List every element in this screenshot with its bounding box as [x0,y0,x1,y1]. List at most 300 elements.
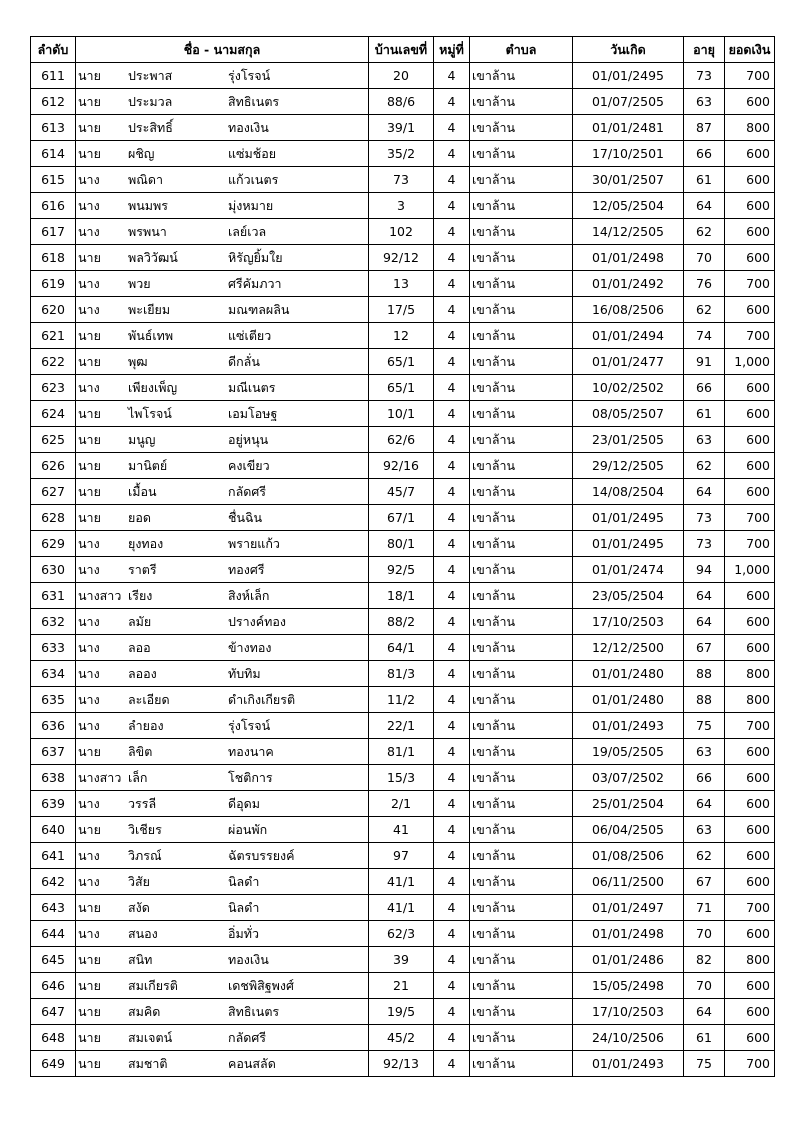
last-name: เดชพิสิฐพงศ์ [228,978,294,993]
cell-name [76,583,369,609]
cell-name [76,765,369,791]
cell-birth: 17/10/2501 [573,141,684,167]
cell-birth: 01/01/2497 [573,895,684,921]
cell-birth: 10/02/2502 [573,375,684,401]
cell-age: 63 [684,817,725,843]
cell-name [76,349,369,375]
last-name: ดำเกิงเกียรติ [228,692,296,707]
cell-age: 70 [684,245,725,271]
cell-tambon: เขาล้าน [470,635,573,661]
first-name: วรรลี [128,796,157,811]
cell-house: 39/1 [369,115,434,141]
cell-birth: 24/10/2506 [573,1025,684,1051]
last-name: นิลดำ [228,874,260,889]
cell-age: 73 [684,531,725,557]
first-name: วิเชียร [128,822,162,837]
table-row [31,661,775,687]
cell-age: 64 [684,999,725,1025]
cell-birth: 03/07/2502 [573,765,684,791]
cell-house: 10/1 [369,401,434,427]
first-name: สงัด [128,900,150,915]
cell-tambon: เขาล้าน [470,713,573,739]
cell-tambon: เขาล้าน [470,453,573,479]
cell-age: 63 [684,739,725,765]
cell-moo: 4 [434,661,470,687]
cell-amount: 800 [725,687,775,713]
cell-birth: 01/01/2480 [573,687,684,713]
cell-birth: 29/12/2505 [573,453,684,479]
cell-moo: 4 [434,1051,470,1077]
name-title: นาย [78,900,101,915]
cell-birth: 17/10/2503 [573,999,684,1025]
cell-no: 619 [31,271,76,297]
cell-age: 74 [684,323,725,349]
name-title: นาง [78,198,100,213]
last-name: ทับทิม [228,666,261,681]
cell-age: 62 [684,453,725,479]
cell-tambon: เขาล้าน [470,739,573,765]
cell-tambon: เขาล้าน [470,63,573,89]
cell-tambon: เขาล้าน [470,973,573,999]
table-row [31,323,775,349]
cell-birth: 01/08/2506 [573,843,684,869]
cell-name [76,999,369,1025]
cell-age: 76 [684,271,725,297]
cell-age: 64 [684,193,725,219]
last-name: ผ่อนพัก [228,822,268,837]
first-name: ประสิทธิ์ [128,120,173,135]
cell-amount: 600 [725,453,775,479]
cell-moo: 4 [434,245,470,271]
name-title: นาย [78,250,101,265]
cell-name [76,375,369,401]
cell-no: 623 [31,375,76,401]
cell-amount: 600 [725,583,775,609]
cell-no: 645 [31,947,76,973]
cell-house: 64/1 [369,635,434,661]
first-name: ลออ [128,640,151,655]
table-row [31,791,775,817]
last-name: หิรัญยิ้มใย [228,250,283,265]
cell-tambon: เขาล้าน [470,141,573,167]
cell-house: 39 [369,947,434,973]
cell-amount: 600 [725,401,775,427]
first-name: ยอด [128,510,151,525]
name-title: นาง [78,536,100,551]
cell-birth: 01/01/2486 [573,947,684,973]
first-name: พลวิวัฒน์ [128,250,178,265]
cell-amount: 600 [725,921,775,947]
cell-amount: 600 [725,973,775,999]
last-name: เอมโอษฐ [228,406,278,421]
cell-name [76,115,369,141]
cell-birth: 01/01/2474 [573,557,684,583]
name-title: นาย [78,744,101,759]
name-title: นาง [78,718,100,733]
last-name: ศรีคัมภวา [228,276,282,291]
cell-birth: 23/05/2504 [573,583,684,609]
cell-amount: 600 [725,739,775,765]
table-row [31,609,775,635]
cell-moo: 4 [434,115,470,141]
cell-tambon: เขาล้าน [470,115,573,141]
cell-birth: 15/05/2498 [573,973,684,999]
cell-moo: 4 [434,479,470,505]
first-name: ลมัย [128,614,152,629]
cell-no: 628 [31,505,76,531]
cell-birth: 17/10/2503 [573,609,684,635]
cell-house: 12 [369,323,434,349]
name-title: นาย [78,458,101,473]
cell-name [76,947,369,973]
cell-moo: 4 [434,63,470,89]
cell-no: 618 [31,245,76,271]
cell-amount: 1,000 [725,349,775,375]
cell-amount: 700 [725,505,775,531]
header-moo: หมู่ที่ [434,37,470,63]
name-title: นาย [78,510,101,525]
cell-birth: 01/01/2481 [573,115,684,141]
name-title: นาย [78,1004,101,1019]
cell-name [76,843,369,869]
cell-house: 41/1 [369,895,434,921]
header-row [31,37,775,63]
cell-birth: 01/01/2492 [573,271,684,297]
cell-no: 630 [31,557,76,583]
table-row [31,817,775,843]
cell-amount: 700 [725,531,775,557]
table-row [31,843,775,869]
cell-birth: 30/01/2507 [573,167,684,193]
cell-tambon: เขาล้าน [470,427,573,453]
table-row [31,895,775,921]
cell-tambon: เขาล้าน [470,1051,573,1077]
cell-house: 88/6 [369,89,434,115]
cell-name [76,817,369,843]
first-name: พณิดา [128,172,163,187]
cell-house: 13 [369,271,434,297]
cell-house: 35/2 [369,141,434,167]
name-title: นาง [78,276,100,291]
last-name: ข้างทอง [228,640,272,655]
cell-moo: 4 [434,349,470,375]
cell-amount: 600 [725,427,775,453]
cell-name [76,713,369,739]
cell-moo: 4 [434,531,470,557]
cell-house: 92/16 [369,453,434,479]
cell-age: 67 [684,869,725,895]
table-row [31,713,775,739]
cell-age: 63 [684,427,725,453]
cell-house: 81/3 [369,661,434,687]
cell-tambon: เขาล้าน [470,89,573,115]
cell-tambon: เขาล้าน [470,791,573,817]
name-title: นางสาว [78,588,122,603]
cell-moo: 4 [434,401,470,427]
cell-name [76,557,369,583]
cell-moo: 4 [434,609,470,635]
table-row [31,583,775,609]
cell-no: 642 [31,869,76,895]
cell-moo: 4 [434,687,470,713]
cell-age: 66 [684,375,725,401]
name-title: นางสาว [78,770,122,785]
cell-name [76,89,369,115]
last-name: มุ่งหมาย [228,198,274,213]
first-name: สมชาติ [128,1056,168,1071]
first-name: ลำยอง [128,718,164,733]
cell-amount: 600 [725,219,775,245]
cell-house: 11/2 [369,687,434,713]
cell-amount: 600 [725,635,775,661]
cell-name [76,791,369,817]
last-name: รุ่งโรจน์ [228,68,271,83]
cell-tambon: เขาล้าน [470,505,573,531]
first-name: สมเจตน์ [128,1030,173,1045]
cell-no: 641 [31,843,76,869]
cell-house: 2/1 [369,791,434,817]
table-row [31,739,775,765]
cell-birth: 19/05/2505 [573,739,684,765]
cell-age: 63 [684,89,725,115]
cell-age: 61 [684,401,725,427]
cell-house: 92/13 [369,1051,434,1077]
cell-amount: 600 [725,193,775,219]
name-title: นาง [78,874,100,889]
cell-tambon: เขาล้าน [470,193,573,219]
cell-moo: 4 [434,375,470,401]
cell-name [76,453,369,479]
first-name: พะเยียม [128,302,171,317]
cell-amount: 600 [725,1025,775,1051]
table-row [31,349,775,375]
cell-moo: 4 [434,427,470,453]
cell-name [76,219,369,245]
cell-no: 647 [31,999,76,1025]
cell-no: 626 [31,453,76,479]
last-name: พรายแก้ว [228,536,280,551]
name-title: นาง [78,796,100,811]
table-row [31,271,775,297]
cell-birth: 01/01/2480 [573,661,684,687]
cell-birth: 01/01/2495 [573,531,684,557]
header-birth: วันเกิด [573,37,684,63]
cell-age: 67 [684,635,725,661]
name-title: นาย [78,328,101,343]
cell-moo: 4 [434,817,470,843]
last-name: สิทธิเนตร [228,1004,280,1019]
cell-no: 643 [31,895,76,921]
first-name: มนูญ [128,432,156,447]
cell-age: 62 [684,843,725,869]
table-row [31,635,775,661]
cell-age: 62 [684,219,725,245]
cell-moo: 4 [434,635,470,661]
cell-birth: 12/12/2500 [573,635,684,661]
cell-amount: 600 [725,245,775,271]
cell-amount: 600 [725,765,775,791]
cell-tambon: เขาล้าน [470,271,573,297]
cell-name [76,323,369,349]
first-name: สนอง [128,926,158,941]
cell-birth: 01/01/2498 [573,245,684,271]
cell-house: 19/5 [369,999,434,1025]
cell-no: 634 [31,661,76,687]
table-row [31,141,775,167]
cell-age: 61 [684,167,725,193]
last-name: อยู่หนุน [228,432,269,447]
cell-amount: 600 [725,869,775,895]
cell-amount: 800 [725,661,775,687]
cell-no: 632 [31,609,76,635]
cell-age: 70 [684,973,725,999]
table-row [31,999,775,1025]
first-name: สนิท [128,952,153,967]
cell-name [76,245,369,271]
name-title: นาย [78,822,101,837]
cell-amount: 700 [725,271,775,297]
cell-tambon: เขาล้าน [470,297,573,323]
cell-no: 614 [31,141,76,167]
cell-house: 21 [369,973,434,999]
first-name: วิภรณ์ [128,848,162,863]
cell-age: 66 [684,765,725,791]
cell-moo: 4 [434,297,470,323]
name-title: นาง [78,172,100,187]
name-title: นาง [78,666,100,681]
first-name: พวย [128,276,151,291]
cell-no: 635 [31,687,76,713]
cell-name [76,1051,369,1077]
table-row [31,973,775,999]
cell-name [76,193,369,219]
table-row [31,401,775,427]
name-title: นาง [78,692,100,707]
cell-tambon: เขาล้าน [470,687,573,713]
name-title: นาง [78,926,100,941]
first-name: ไพโรจน์ [128,406,172,421]
table-row [31,89,775,115]
cell-age: 73 [684,505,725,531]
cell-amount: 700 [725,713,775,739]
cell-tambon: เขาล้าน [470,531,573,557]
cell-moo: 4 [434,323,470,349]
cell-moo: 4 [434,583,470,609]
cell-tambon: เขาล้าน [470,661,573,687]
cell-tambon: เขาล้าน [470,765,573,791]
cell-tambon: เขาล้าน [470,245,573,271]
cell-moo: 4 [434,167,470,193]
cell-name [76,531,369,557]
cell-moo: 4 [434,739,470,765]
name-title: นาย [78,1056,101,1071]
name-title: นาย [78,432,101,447]
cell-no: 615 [31,167,76,193]
cell-tambon: เขาล้าน [470,895,573,921]
cell-age: 62 [684,297,725,323]
cell-house: 17/5 [369,297,434,323]
cell-house: 65/1 [369,375,434,401]
cell-moo: 4 [434,765,470,791]
first-name: พันธ์เทพ [128,328,174,343]
name-title: นาง [78,224,100,239]
cell-moo: 4 [434,271,470,297]
cell-name [76,635,369,661]
cell-no: 640 [31,817,76,843]
table-row [31,167,775,193]
cell-tambon: เขาล้าน [470,947,573,973]
cell-no: 646 [31,973,76,999]
cell-tambon: เขาล้าน [470,999,573,1025]
cell-birth: 12/05/2504 [573,193,684,219]
cell-moo: 4 [434,89,470,115]
cell-tambon: เขาล้าน [470,349,573,375]
cell-age: 64 [684,479,725,505]
last-name: ดีอุดม [228,796,260,811]
cell-moo: 4 [434,453,470,479]
cell-amount: 600 [725,609,775,635]
cell-birth: 01/01/2477 [573,349,684,375]
cell-birth: 01/01/2495 [573,505,684,531]
cell-moo: 4 [434,895,470,921]
cell-moo: 4 [434,869,470,895]
cell-house: 97 [369,843,434,869]
first-name: เล็ก [128,770,148,785]
header-amount: ยอดเงิน [725,37,775,63]
cell-no: 648 [31,1025,76,1051]
table-row [31,1025,775,1051]
table-body [31,63,775,1077]
cell-name [76,167,369,193]
cell-no: 616 [31,193,76,219]
first-name: ยุงทอง [128,536,164,551]
cell-name [76,427,369,453]
cell-amount: 600 [725,375,775,401]
cell-name [76,1025,369,1051]
cell-no: 631 [31,583,76,609]
name-title: นาย [78,1030,101,1045]
cell-no: 625 [31,427,76,453]
cell-birth: 14/08/2504 [573,479,684,505]
table-row [31,531,775,557]
cell-birth: 01/01/2493 [573,713,684,739]
cell-birth: 06/11/2500 [573,869,684,895]
table-row [31,947,775,973]
cell-birth: 16/08/2506 [573,297,684,323]
last-name: สิทธิเนตร [228,94,280,109]
cell-age: 88 [684,687,725,713]
cell-house: 62/6 [369,427,434,453]
first-name: วิสัย [128,874,150,889]
cell-age: 73 [684,63,725,89]
cell-amount: 1,000 [725,557,775,583]
table-row [31,921,775,947]
last-name: กลัดศรี [228,1030,266,1045]
cell-amount: 700 [725,1051,775,1077]
table-row [31,115,775,141]
cell-name [76,661,369,687]
cell-amount: 600 [725,297,775,323]
last-name: อิ่มทั่ว [228,926,260,941]
cell-birth: 06/04/2505 [573,817,684,843]
last-name: มณฑลผลิน [228,302,290,317]
first-name: ลิขิต [128,744,153,759]
table-row [31,193,775,219]
header-house: บ้านเลขที่ [369,37,434,63]
cell-house: 3 [369,193,434,219]
cell-name [76,609,369,635]
table-row [31,219,775,245]
